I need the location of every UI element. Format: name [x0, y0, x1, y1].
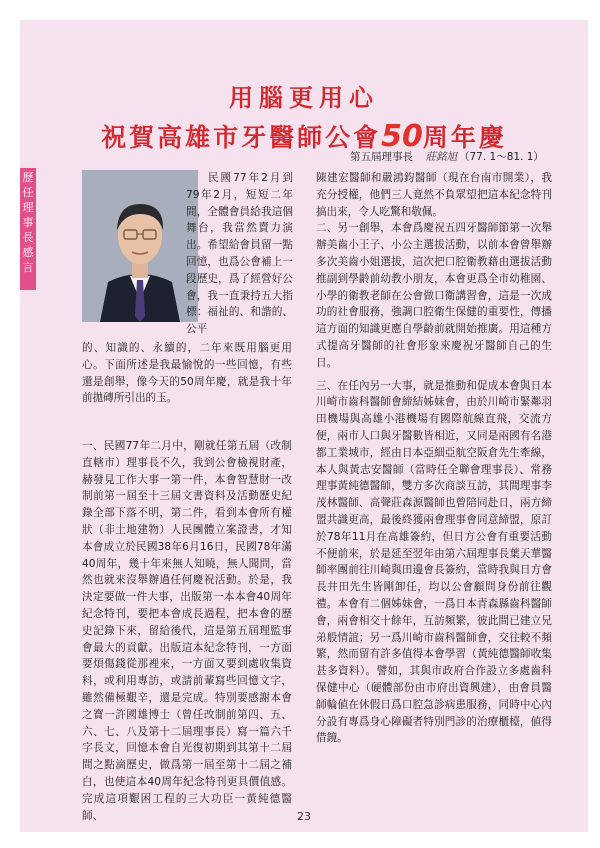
- intro-paragraph-narrow: [186, 170, 293, 338]
- intro-paragraph-wide: [82, 340, 292, 407]
- item-one-continued: 陳建宏醫師和嚴鴻鈞醫師（現在台南市開業），我充分授權，他們三人竟然不負眾望把這本紀念特刊搞出來，令人吃驚和敬佩。: [316, 172, 552, 218]
- item-three-text: 三、在任內另一大事，就是推動和促成本會與日本川崎市齒科醫師會締結姊妹會，由於川崎市緊鄰羽田機場與高雄小港機場有國際航線直飛，交流方便，兩市人口與牙醫數皆相近，又同是兩國有名港都工業城市，經由日本亞細亞航空阪倉先生牽線，本人與黃志安醫師（當時任全聯會理事長）、常務理事黃純德醫師，雙方多次商談互訪，其間理事李茂林醫師、高聲莊森源醫師也曾陪同赴日，兩方締盟共識更高，最後終獲兩會理事會同意締盟，原訂於78年11月在高雄簽約，但日方公會有重要活動不便前來，於是延至翌年由第六屆理事長葉天華醫師率團前往川崎與田邊會長簽約，當時我與日方會長井田先生皆剛卸任，均以公會顧問身份前往觀禮。本會有二個姊妹會，一爲日本青森縣齒科醫師會，兩會相交十餘年，互訪頻繁，彼此間已建立兄弟般情誼；另一爲川崎市齒科醫師會，交往較不頻繁，然而留有許多值得本會學習（黃純德醫師收集甚多資料）。譬如，其與市政府合作設立多處齒科保健中心（硬體部份由市府出資興建），由會員醫師輪値在休假日爲口腔急診病患服務，同時中心內分設有專爲身心障礙者特別門診的治療櫃檯，値得借鏡。: [316, 379, 552, 745]
- portrait-illustration: [82, 170, 198, 322]
- section-sidebar-tab: [20, 168, 36, 290]
- magazine-page: [20, 20, 588, 832]
- right-column: [316, 170, 552, 747]
- intro-text-narrow: 民國77年2月到79年2月，短短二年間，全體會員給我這個舞台，我當然賣力演出。希望給會員留一點回憶，也爲公會補上一段歷史，爲了經營好公會，我一直秉持五大指標：福祉的、和諧的、公平: [186, 172, 293, 336]
- item-one-text: 一、民國77年二月中，剛就任第五屆（改制直轄市）理事長不久，我到公會檢視財產，赫發見工作大事一第一件，本會智慧財一改制前第一屆至十三屆文書資料及活動歷史紀錄全部下落不明，第二件，看到本會所有權狀（非土地建物）人民團體立案證書，才知本會成立於民國38年6月16日，民國78年滿40周年，幾十年來無人知曉，無人聞問，當然也就來沒舉辦過任何慶祝活動。於是，我決定要做一件大事，出版第一本本會40周年紀念特刊，要把本會成長過程，把本會的歷史記錄下來，留給後代，這是第五屆理監事會最大的貢獻。出版這本紀念特刊，一方面要煩傷錢從那裡來，一方面又要到處收集資料，或利用專訪，或請前輩寫些回憶文字，雖然備極艱辛，還是完成。特別要感謝本會之寶一許國雄博士（曾任改制前第四、五、六、七、八及第十二屆理事長）寫一篇六千字長文，回憶本會自光復初期到其第十二屆間之點滴歷史，做爲第一屆至第十二屆之補白，也使這本40周年紀念特刊更具價值感。完成這項艱困工程的三大功臣一黃純德醫師、: [82, 440, 292, 822]
- title-suffix: 周年慶: [422, 123, 507, 152]
- title-anniversary-number: 50: [381, 119, 423, 154]
- author-signature: 莊銘旭: [425, 151, 457, 163]
- title-prefix: 祝賀高雄市牙醫師公會: [101, 123, 382, 152]
- page-number: 23: [297, 810, 311, 823]
- author-role: 第五屆理事長: [350, 151, 413, 163]
- article-title-line1: 用腦更用心: [229, 84, 379, 112]
- author-byline: 第五屆理事長 莊銘旭 （77. 1～81. 1）: [350, 151, 544, 163]
- item-two-text: 二、另一創舉，本會爲慶祝五四牙醫師節第一次舉辦美齒小王子、小公主選拔活動，以前本會曾舉辦多次美齒小姐選拔，這次把口腔衛教藉由選拔活動推副到學齡前幼教小朋友，本會更爲全市幼稚園、小學的衛教老師在公會做口衛講習會，這是一次成功的社會服務，強調口腔衛生保健的重要性，傳播這方面的知識更應自學齡前就開始推廣。用這種方式提高牙醫師的社會形象來慶祝牙醫師自己的生日。: [316, 222, 552, 369]
- intro-text-wide: 的、知識的、永續的，二年來既用腦更用心。下面所述是我最愉悅的一些回憶，有些還是創舉，像今天的50周年慶，就是我十年前拋磚所引出的玉。: [82, 342, 292, 405]
- sidebar-label: 歷任理事長感言: [22, 171, 34, 274]
- author-portrait: [82, 170, 198, 322]
- item-one-paragraph: [82, 438, 292, 824]
